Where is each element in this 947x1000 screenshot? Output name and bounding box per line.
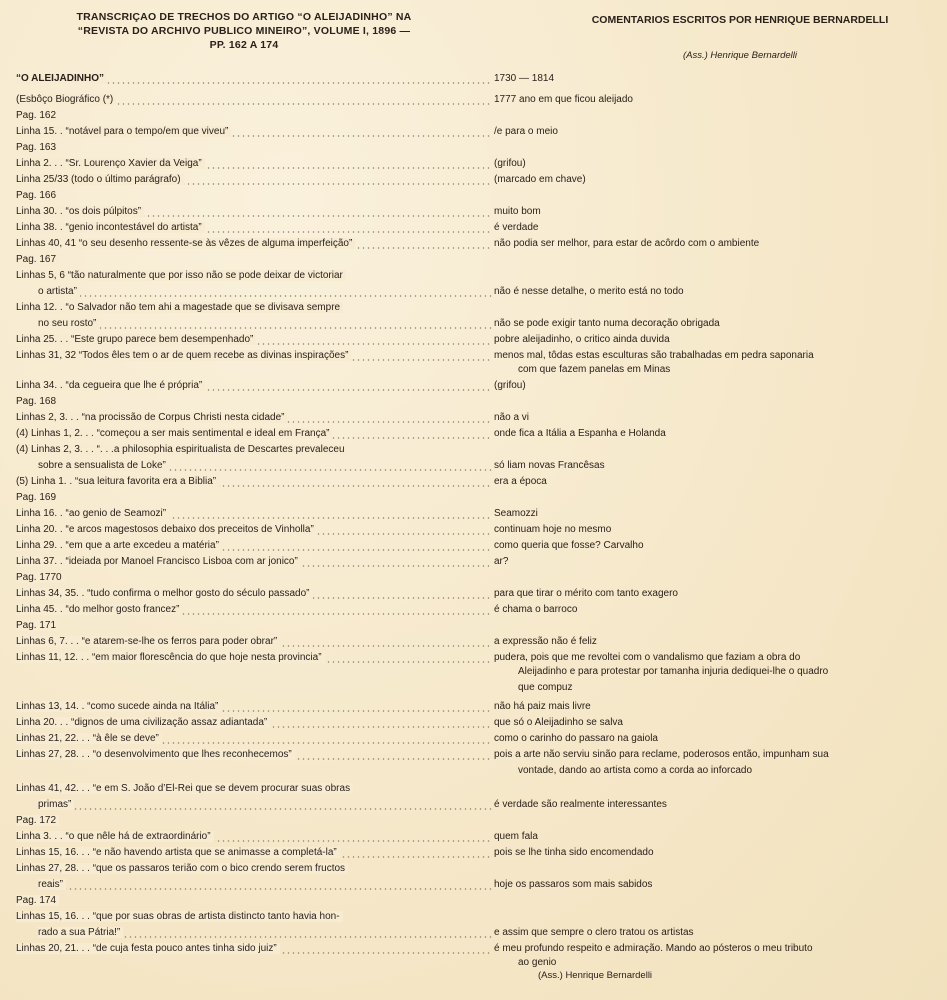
excerpt-text xyxy=(16,379,492,393)
excerpt-text xyxy=(16,571,492,585)
transcription-row xyxy=(0,475,947,491)
excerpt-text-content: Linhas 11, 12. . . “em maior florescência do que hoje nesta provincia” xyxy=(16,652,325,663)
comment-text: não podia ser melhor, para estar de acôrdo com o ambiente xyxy=(494,238,760,249)
excerpt-text-content: Linha 45. . “do melhor gosto francez” xyxy=(16,604,182,615)
excerpt-text-content: (5) Linha 1. . “sua leitura favorita era a Biblia” xyxy=(16,476,219,487)
transcription-row xyxy=(0,681,947,697)
transcription-row xyxy=(0,830,947,846)
transcription-row xyxy=(0,956,947,972)
excerpt-text xyxy=(16,732,492,746)
excerpt-text xyxy=(16,301,492,315)
excerpt-text xyxy=(38,878,492,892)
transcription-row xyxy=(0,253,947,269)
transcription-row xyxy=(0,443,947,459)
comment-text: (grifou) xyxy=(494,158,526,169)
excerpt-text xyxy=(38,285,492,299)
excerpt-text xyxy=(16,814,492,828)
excerpt-text-content: Linhas 2, 3. . . “na procissão de Corpus Christi nesta cidade” xyxy=(16,412,287,423)
transcription-row xyxy=(0,910,947,926)
comment-text: (marcado em chave) xyxy=(494,174,586,185)
excerpt-text-content: Pag. 167 xyxy=(16,254,59,265)
excerpt-text-content: Pag. 172 xyxy=(16,815,59,826)
excerpt-text xyxy=(16,395,492,409)
excerpt-text-content: Linha 30. . “os dois púlpitos” xyxy=(16,206,144,217)
excerpt-text-content: Pag. 169 xyxy=(16,492,59,503)
excerpt-text-content: Linhas 20, 21. . . “de cuja festa pouco antes tinha sido juiz” xyxy=(16,943,280,954)
excerpt-text-content: Pag. 163 xyxy=(16,142,59,153)
left-heading-line-3: PP. 162 A 174 xyxy=(209,39,279,51)
excerpt-text-content: Linhas 41, 42. . . “e em S. João d’El-Rei que se devem procurar suas obras xyxy=(16,783,353,794)
excerpt-text-content: Linha 16. . “ao genio de Seamozi” xyxy=(16,508,169,519)
excerpt-text xyxy=(16,475,492,489)
excerpt-text xyxy=(16,269,492,283)
excerpt-text-content: Linha 34. . “da cegueira que lhe é própria” xyxy=(16,380,205,391)
transcription-row xyxy=(0,363,947,379)
comment-text: que só o Aleijadinho se salva xyxy=(494,717,623,728)
excerpt-text xyxy=(16,782,492,796)
excerpt-text xyxy=(16,619,492,633)
excerpt-text-content: Pag. 162 xyxy=(16,110,59,121)
excerpt-text-content: rado a sua Pátria!” xyxy=(38,927,123,938)
left-heading-line-1: TRANSCRIÇAO DE TRECHOS DO ARTIGO “O ALEIJADINHO” NA xyxy=(76,11,412,23)
transcription-row xyxy=(0,926,947,942)
transcription-row xyxy=(0,379,947,395)
transcription-row xyxy=(0,894,947,910)
comment-text: hoje os passaros som mais sabidos xyxy=(494,879,653,890)
transcription-row xyxy=(0,619,947,635)
comment-text: como queria que fosse? Carvalho xyxy=(494,540,644,551)
excerpt-text xyxy=(16,635,492,649)
transcription-row xyxy=(0,395,947,411)
excerpt-text xyxy=(16,700,492,714)
comment-text: pudera, pois que me revoltei com o vandalismo que faziam a obra do xyxy=(494,652,801,663)
transcription-row xyxy=(0,491,947,507)
comment-text: com que fazem panelas em Minas xyxy=(518,364,671,375)
excerpt-text-content: sobre a sensualista de Loke” xyxy=(38,460,169,471)
transcription-row xyxy=(0,221,947,237)
transcription-row xyxy=(0,571,947,587)
transcription-row xyxy=(0,285,947,301)
comment-text: e assim que sempre o clero tratou os artistas xyxy=(494,927,694,938)
excerpt-text-content: Linha 20. . “e arcos magestosos debaixo dos preceitos de Vinholla” xyxy=(16,524,317,535)
excerpt-text xyxy=(16,539,492,553)
transcription-row xyxy=(0,317,947,333)
transcription-row xyxy=(0,782,947,798)
transcription-row xyxy=(0,523,947,539)
comment-text: ar? xyxy=(494,556,509,567)
comment-text: como o carinho do passaro na gaiola xyxy=(494,733,658,744)
excerpt-text-content: (4) Linhas 2, 3. . . “. . .a philosophia espiritualista de Descartes prevaleceu xyxy=(16,444,348,455)
excerpt-text-content: Linhas 6, 7. . . “e atarem-se-lhe os ferros para poder obrar” xyxy=(16,636,280,647)
comment-text: pobre aleijadinho, o critico ainda duvida xyxy=(494,334,670,345)
transcription-row xyxy=(0,411,947,427)
excerpt-text xyxy=(16,237,492,251)
excerpt-text-content: Linha 3. . . “o que nêle há de extraordinário” xyxy=(16,831,214,842)
excerpt-text-content: Linhas 5, 6 “tão naturalmente que por isso não se pode deixar de victoriar xyxy=(16,270,346,281)
comment-text: ao genio xyxy=(518,957,557,968)
transcription-row xyxy=(0,72,947,88)
excerpt-text-content: Linhas 15, 16. . . “que por suas obras de artista distincto tanto havia hon- xyxy=(16,911,343,922)
excerpt-text xyxy=(16,411,492,425)
excerpt-text-content: Linha 20. . . “dignos de uma civilização assaz adiantada” xyxy=(16,717,270,728)
excerpt-text-content: Linhas 27, 28. . . “que os passaros terião com o bico crendo serem fructos xyxy=(16,863,348,874)
excerpt-text-content: Linhas 15, 16. . . “e não havendo artista que se animasse a completá-la” xyxy=(16,847,340,858)
excerpt-text xyxy=(16,748,492,762)
excerpt-text xyxy=(16,555,492,569)
excerpt-text xyxy=(16,862,492,876)
excerpt-text-content: Linha 2. . . “Sr. Lourenço Xavier da Veiga” xyxy=(16,158,205,169)
excerpt-text-content: Linha 37. . “ideiada por Manoel Francisco Lisboa com ar jonico” xyxy=(16,556,301,567)
excerpt-text-content: no seu rosto” xyxy=(38,318,99,329)
comment-text: era a época xyxy=(494,476,547,487)
excerpt-text xyxy=(16,125,492,139)
excerpt-text-content: “O ALEIJADINHO” xyxy=(16,73,107,84)
comment-text: é verdade são realmente interessantes xyxy=(494,799,667,810)
excerpt-text xyxy=(16,189,492,203)
excerpt-text-content: Linhas 40, 41 “o seu desenho ressente-se às vêzes de alguma imperfeição” xyxy=(16,238,355,249)
transcription-row xyxy=(0,269,947,285)
excerpt-text xyxy=(16,205,492,219)
transcription-row xyxy=(0,189,947,205)
transcription-row xyxy=(0,798,947,814)
excerpt-text-content: Pag. 166 xyxy=(16,190,59,201)
transcription-row xyxy=(0,732,947,748)
excerpt-text-content: Pag. 174 xyxy=(16,895,59,906)
transcription-row xyxy=(0,459,947,475)
excerpt-text xyxy=(16,830,492,844)
comment-text: a expressão não é feliz xyxy=(494,636,597,647)
excerpt-text xyxy=(16,651,492,665)
transcription-row xyxy=(0,814,947,830)
transcription-row xyxy=(0,427,947,443)
transcription-row xyxy=(0,125,947,141)
excerpt-text-content: Linha 29. . “em que a arte excedeu a matéria” xyxy=(16,540,222,551)
excerpt-text-content: Linhas 13, 14. . “como sucede ainda na Itália” xyxy=(16,701,221,712)
excerpt-text-content: (4) Linhas 1, 2. . . “começou a ser mais sentimental e ideal em França” xyxy=(16,428,332,439)
excerpt-text-content: Linha 12. . “o Salvador não tem ahi a magestade que se divisava sempre xyxy=(16,302,343,313)
excerpt-text-content: Linha 38. . “genio incontestável do artista” xyxy=(16,222,205,233)
transcription-row xyxy=(0,665,947,681)
closing-signature: (Ass.) Henrique Bernardelli xyxy=(538,970,653,981)
transcription-row xyxy=(0,301,947,317)
excerpt-text-content: (Esbôço Biográfico (*) xyxy=(16,94,116,105)
excerpt-text xyxy=(16,523,492,537)
comment-text: Seamozzi xyxy=(494,508,538,519)
excerpt-text xyxy=(16,333,492,347)
comment-text: pois se lhe tinha sido encomendado xyxy=(494,847,654,858)
right-column-heading: COMENTARIOS ESCRITOS POR HENRIQUE BERNARDELLI xyxy=(591,14,889,26)
comment-text: 1777 ano em que ficou aleijado xyxy=(494,94,633,105)
comment-text: é verdade xyxy=(494,222,539,233)
comment-text: não há paiz mais livre xyxy=(494,701,591,712)
transcription-row xyxy=(0,141,947,157)
excerpt-text xyxy=(16,253,492,267)
excerpt-text-content: Linha 15. . “notável para o tempo/em que viveu” xyxy=(16,126,231,137)
transcription-row xyxy=(0,862,947,878)
comment-text: 1730 — 1814 xyxy=(494,73,555,84)
excerpt-text xyxy=(16,443,492,457)
transcription-row xyxy=(0,205,947,221)
transcription-row xyxy=(0,635,947,651)
transcription-row xyxy=(0,507,947,523)
left-heading-line-2: “REVISTA DO ARCHIVO PUBLICO MINEIRO”, VOLUME I, 1896 — xyxy=(77,25,411,37)
transcription-row xyxy=(0,846,947,862)
excerpt-text-content: Linhas 34, 35. . “tudo confirma o melhor gosto do século passado” xyxy=(16,588,313,599)
comment-text: não a vi xyxy=(494,412,530,423)
comment-text: é chama o barroco xyxy=(494,604,578,615)
comment-text: continuam hoje no mesmo xyxy=(494,524,612,535)
transcription-row xyxy=(0,157,947,173)
excerpt-text xyxy=(16,173,492,187)
transcription-row xyxy=(0,237,947,253)
comment-text: onde fica a Itália a Espanha e Holanda xyxy=(494,428,666,439)
comment-text: só liam novas Francêsas xyxy=(494,460,605,471)
excerpt-text xyxy=(16,587,492,601)
excerpt-text xyxy=(16,221,492,235)
excerpt-text-content: Linhas 27, 28. . . “o desenvolvimento que lhes reconhecemos” xyxy=(16,749,295,760)
excerpt-text xyxy=(16,942,492,956)
comment-text: não é nesse detalhe, o merito está no todo xyxy=(494,286,684,297)
heading-signature: (Ass.) Henrique Bernardelli xyxy=(682,50,798,61)
comment-text: /e para o meio xyxy=(494,126,558,137)
transcription-row xyxy=(0,700,947,716)
excerpt-text xyxy=(38,798,492,812)
excerpt-text xyxy=(16,349,492,363)
comment-text: é meu profundo respeito e admiração. Mando ao pósteros o meu tributo xyxy=(494,943,813,954)
excerpt-text xyxy=(16,157,492,171)
transcription-row xyxy=(0,333,947,349)
transcription-row xyxy=(0,109,947,125)
transcription-row xyxy=(0,93,947,109)
excerpt-text xyxy=(16,491,492,505)
transcription-row xyxy=(0,539,947,555)
transcription-row xyxy=(0,173,947,189)
comment-text: menos mal, tôdas estas esculturas são trabalhadas em pedra saponaria xyxy=(494,350,814,361)
comment-text: muito bom xyxy=(494,206,541,217)
excerpt-text-content: Linhas 31, 32 “Todos êles tem o ar de quem recebe as divinas inspirações” xyxy=(16,350,351,361)
comment-text: não se pode exigir tanto numa decoração obrigada xyxy=(494,318,720,329)
excerpt-text-content: Pag. 168 xyxy=(16,396,59,407)
excerpt-text xyxy=(38,926,492,940)
transcription-row xyxy=(0,587,947,603)
comment-text: Aleijadinho e para protestar por tamanha injuria dediquei-lhe o quadro xyxy=(518,666,829,677)
comment-text: pois a arte não serviu sinão para reclame, poderosos então, impunham sua xyxy=(494,749,829,760)
excerpt-text xyxy=(38,317,492,331)
excerpt-text xyxy=(16,716,492,730)
excerpt-text xyxy=(16,141,492,155)
excerpt-text xyxy=(16,603,492,617)
excerpt-text-content: o artista” xyxy=(38,286,80,297)
transcription-row xyxy=(0,716,947,732)
excerpt-text-content: primas” xyxy=(38,799,74,810)
excerpt-text xyxy=(16,72,492,86)
transcription-row xyxy=(0,764,947,780)
comment-text: que compuz xyxy=(518,682,573,693)
transcription-row xyxy=(0,555,947,571)
excerpt-text xyxy=(16,846,492,860)
comment-text: (grifou) xyxy=(494,380,526,391)
excerpt-text xyxy=(38,459,492,473)
transcription-row xyxy=(0,748,947,764)
comment-text: para que tirar o mérito com tanto exagero xyxy=(494,588,678,599)
transcription-row xyxy=(0,603,947,619)
excerpt-text xyxy=(16,910,492,924)
excerpt-text xyxy=(16,109,492,123)
comment-text: quem fala xyxy=(494,831,538,842)
comment-text: vontade, dando ao artista como a corda ao inforcado xyxy=(518,765,753,776)
excerpt-text xyxy=(16,427,492,441)
transcription-row xyxy=(0,878,947,894)
excerpt-text-content: Linha 25/33 (todo o último parágrafo) xyxy=(16,174,184,185)
excerpt-text-content: reais” xyxy=(38,879,66,890)
excerpt-text xyxy=(16,507,492,521)
excerpt-text xyxy=(16,93,492,107)
excerpt-text-content: Linha 25. . . “Este grupo parece bem desempenhado” xyxy=(16,334,256,345)
excerpt-text-content: Pag. 171 xyxy=(16,620,59,631)
excerpt-text-content: Linhas 21, 22. . . “à êle se deve” xyxy=(16,733,162,744)
excerpt-text-content: Pag. 1770 xyxy=(16,572,65,583)
excerpt-text xyxy=(16,894,492,908)
